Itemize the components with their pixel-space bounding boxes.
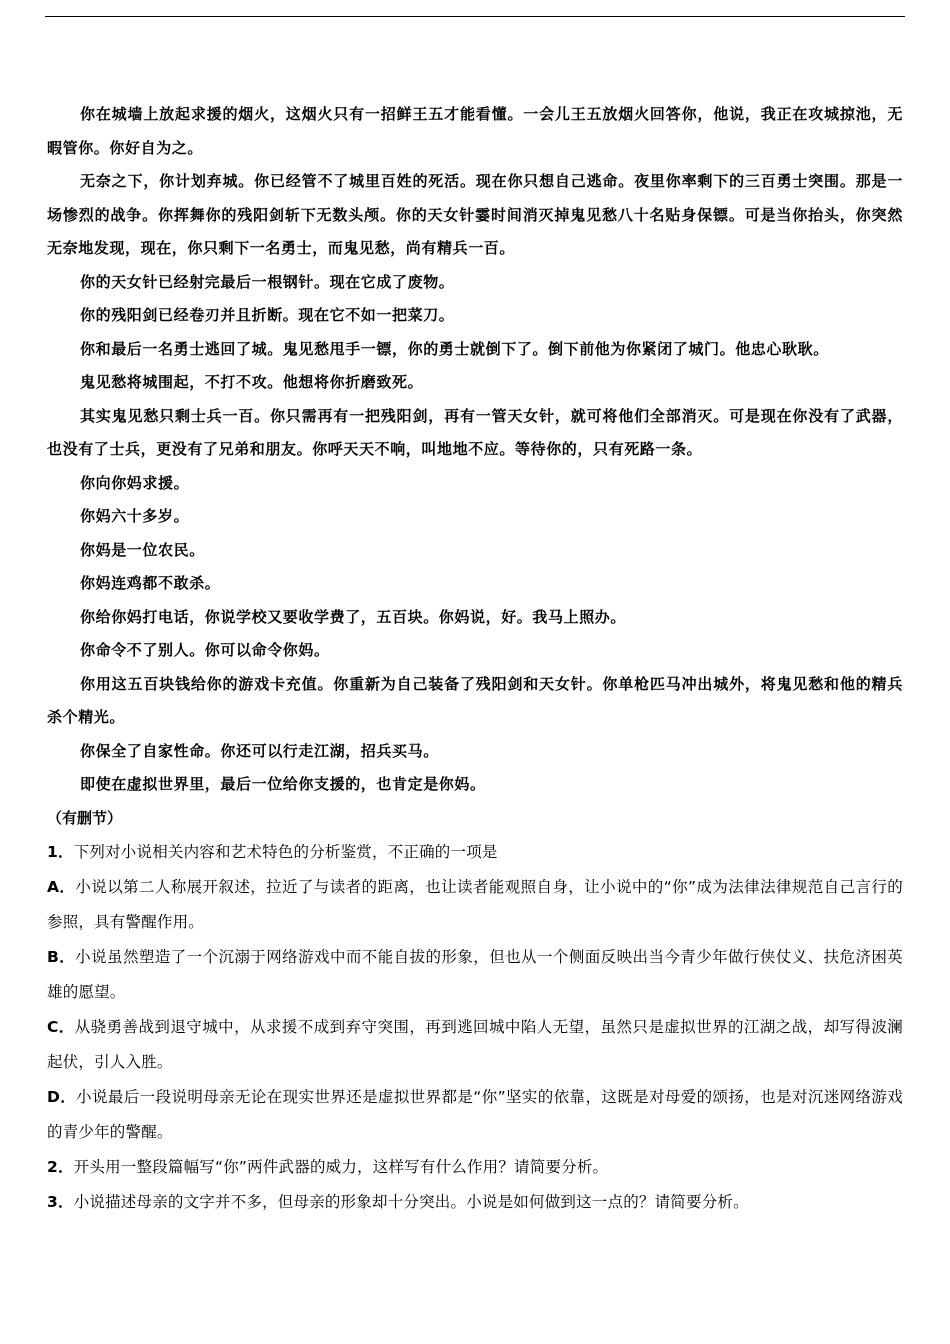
question-number: 2． xyxy=(47,1158,74,1176)
option-text: 小说虽然塑造了一个沉溺于网络游戏中而不能自拔的形象，但也从一个侧面反映出当今青少年做行侠仗义、扶危济困英雄的愿望。 xyxy=(47,948,904,1001)
option-text: 小说以第二人称展开叙述，拉近了与读者的距离，也让读者能观照自身，让小说中的“你”成为法律法律规范自己言行的参照，具有警醒作用。 xyxy=(47,878,903,931)
story-text xyxy=(47,98,903,802)
story-paragraph: 其实鬼见愁只剩士兵一百。你只需再有一把残阳剑，再有一管天女针，就可将他们全部消灭。可是现在你没有了武器，也没有了士兵，更没有了兄弟和朋友。你呼天天不响，叫地地不应。等待你的，只有死路一条。 xyxy=(47,406,903,458)
abridged-note: （有删节） xyxy=(47,808,123,827)
question-number: 3． xyxy=(47,1193,74,1211)
header-rule xyxy=(45,16,905,17)
option-item xyxy=(47,1080,903,1150)
option-letter: C． xyxy=(47,1018,75,1036)
story-paragraph: 你妈是一位农民。 xyxy=(80,540,205,559)
question-item xyxy=(47,1150,903,1185)
option-letter: A． xyxy=(47,878,76,896)
story-paragraph: 你给你妈打电话，你说学校又要收学费了，五百块。你妈说，好。我马上照办。 xyxy=(80,607,627,626)
question-item xyxy=(47,1185,903,1220)
question-text: 开头用一整段篇幅写“你”两件武器的威力，这样写有什么作用？请简要分析。 xyxy=(73,1158,609,1176)
option-letter: B． xyxy=(47,948,76,966)
story-paragraph: 鬼见愁将城围起，不打不攻。他想将你折磨致死。 xyxy=(80,373,424,391)
question-item xyxy=(47,835,903,870)
story-paragraph: 你用这五百块钱给你的游戏卡充值。你重新为自己装备了残阳剑和天女针。你单枪匹马冲出城外，将鬼见愁和他的精兵杀个精光。 xyxy=(47,674,903,726)
story-paragraph: 即使在虚拟世界里，最后一位给你支援的，也肯定是你妈。 xyxy=(80,775,486,793)
story-paragraph: 无奈之下，你计划弃城。你已经管不了城里百姓的死活。现在你只想自己逃命。夜里你率剩下的三百勇士突围。那是一场惨烈的战争。你挥舞你的残阳剑斩下无数头颅。你的天女针霎时间消灭掉鬼见愁八十名贴身保镖。可是当你抬头，你突然无奈地发现，现在，你只剩下一名勇士，而鬼见愁，尚有精兵一百。 xyxy=(47,172,903,257)
story-paragraph: 你妈连鸡都不敢杀。 xyxy=(80,574,221,592)
story-paragraph: 你的天女针已经射完最后一根钢针。现在它成了废物。 xyxy=(80,272,455,291)
story-paragraph: 你妈六十多岁。 xyxy=(80,507,190,525)
story-paragraph: 你向你妈求援。 xyxy=(80,473,190,492)
story-paragraph: 你的残阳剑已经卷刃并且折断。现在它不如一把菜刀。 xyxy=(80,306,455,324)
option-item xyxy=(47,870,903,940)
option-item xyxy=(47,940,903,1010)
question-list xyxy=(47,835,903,1220)
question-text: 小说描述母亲的文字并不多，但母亲的形象却十分突出。小说是如何做到这一点的？请简要分析。 xyxy=(73,1193,749,1211)
story-paragraph: 你保全了自家性命。你还可以行走江湖，招兵买马。 xyxy=(80,741,439,760)
document-body xyxy=(47,98,903,1220)
option-text: 从骁勇善战到退守城中，从求援不成到弃守突围，再到逃回城中陷人无望，虽然只是虚拟世界的江湖之战，却写得波澜起伏，引人入胜。 xyxy=(47,1018,904,1071)
story-paragraph: 你命令不了别人。你可以命令你妈。 xyxy=(80,641,330,659)
option-letter: D． xyxy=(47,1088,77,1106)
question-number: 1． xyxy=(47,843,74,861)
story-paragraph: 你和最后一名勇士逃回了城。鬼见愁甩手一镖，你的勇士就倒下了。倒下前他为你紧闭了城门。他忠心耿耿。 xyxy=(80,339,829,358)
option-text: 小说最后一段说明母亲无论在现实世界还是虚拟世界都是“你”坚实的依靠，这既是对母爱的颂扬，也是对沉迷网络游戏的青少年的警醒。 xyxy=(47,1088,903,1141)
question-text: 下列对小说相关内容和艺术特色的分析鉴赏，不正确的一项是 xyxy=(73,843,498,861)
option-item xyxy=(47,1010,903,1080)
story-paragraph: 你在城墙上放起求援的烟火，这烟火只有一招鲜王五才能看懂。一会儿王五放烟火回答你，他说，我正在攻城掠池，无暇管你。你好自为之。 xyxy=(47,105,903,157)
